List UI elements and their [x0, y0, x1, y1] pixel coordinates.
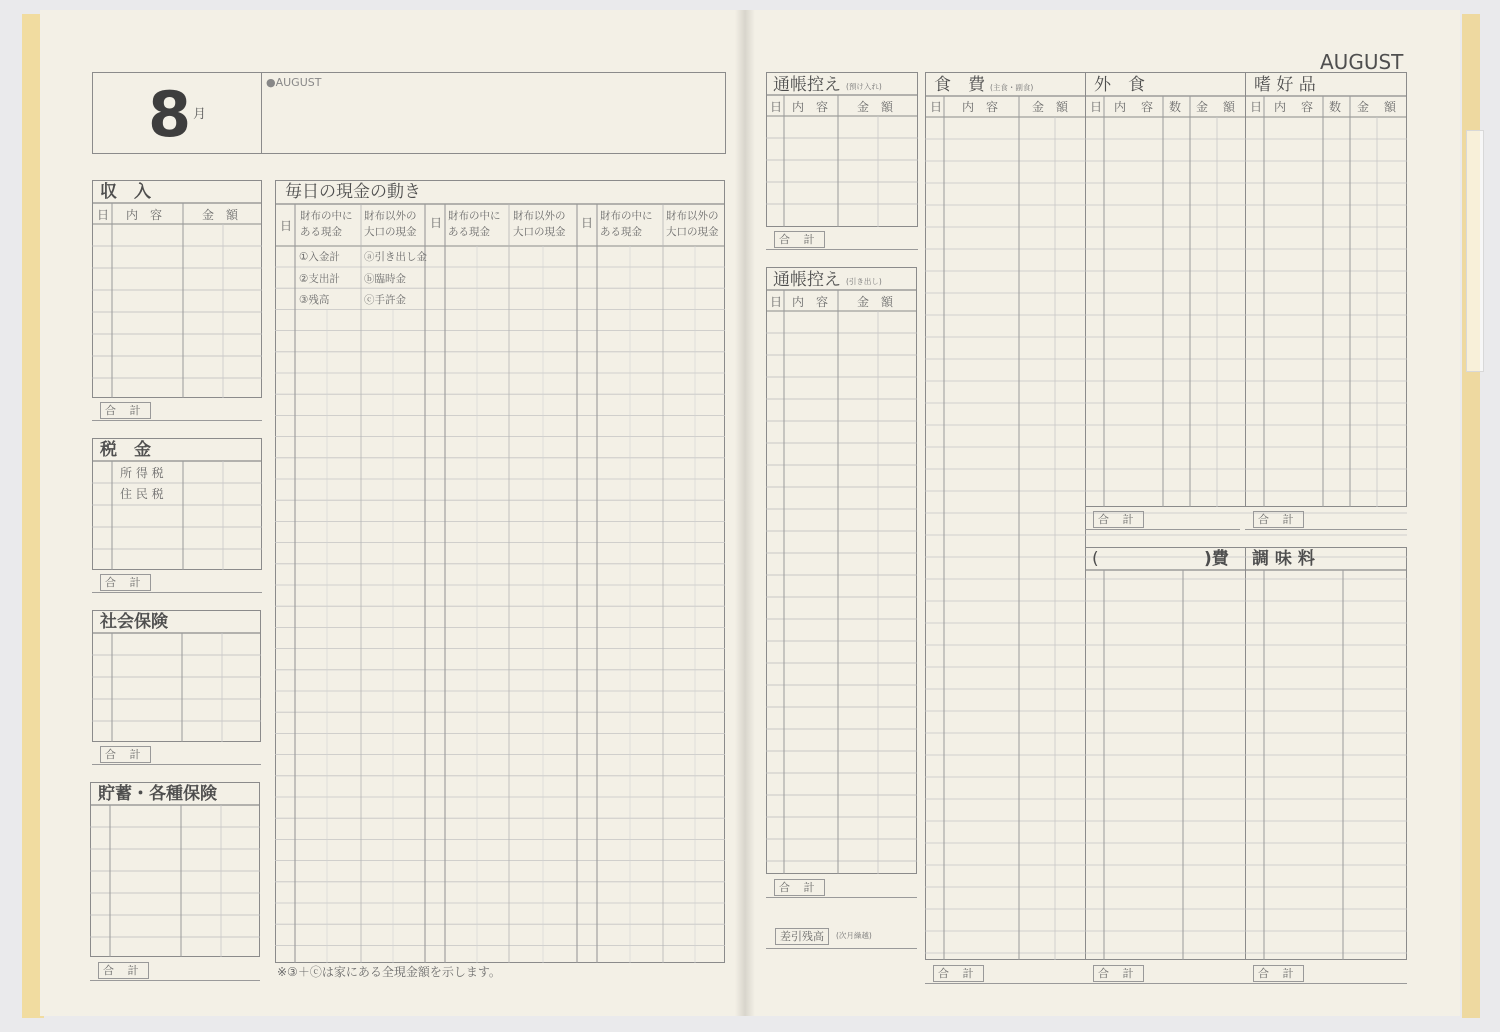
tax-grid: [92, 438, 262, 570]
seasoning-title: 調 味 料: [1252, 549, 1315, 569]
savings-grid: [90, 782, 260, 957]
eatout-total-rule: [1085, 529, 1240, 530]
luxury-col-content-2: 容: [1301, 100, 1314, 114]
seasoning-total-rule: [1245, 983, 1407, 984]
cash-day-1: 日: [280, 219, 293, 233]
savings-title: 貯蓄・各種保険: [98, 784, 217, 804]
month-header-divider: [261, 72, 262, 154]
cash-wallet-h2a: 財布の中に: [448, 210, 501, 222]
tax-total-label: 合 計: [100, 574, 151, 591]
luxury-col-amount-2: 額: [1384, 100, 1397, 114]
luxury-col-amount-1: 金: [1357, 100, 1370, 114]
eatout-col-amount-1: 金: [1196, 100, 1209, 114]
cash-other-h2a: 財布以外の: [513, 210, 566, 222]
cash-title: 毎日の現金の動き: [285, 182, 421, 202]
income-col-day: 日: [97, 208, 110, 222]
custom-close-label: )費: [1204, 549, 1229, 569]
cash-wallet-h3b: ある現金: [600, 226, 642, 238]
luxury-total-rule: [1245, 529, 1407, 530]
book-gutter: [735, 10, 755, 1016]
social-title: 社会保険: [100, 612, 168, 632]
withdraw-col-content: 内 容: [792, 295, 829, 309]
month-label-left: ●AUGUST: [266, 76, 322, 89]
withdraw-col-day: 日: [770, 295, 783, 309]
cash-day-2: 日: [430, 216, 443, 230]
food-col-amount: 金 額: [1032, 100, 1069, 114]
social-grid: [92, 610, 261, 742]
income-col-content: 内 容: [126, 208, 163, 222]
food-col-day: 日: [930, 100, 943, 114]
custom-total-rule: [1085, 983, 1246, 984]
cash-row-expense: ②支出計: [299, 273, 340, 285]
household-grid: [925, 72, 1407, 960]
food-total-rule: [925, 983, 1086, 984]
eatout-col-content-1: 内: [1114, 100, 1127, 114]
social-total-rule: [92, 764, 261, 765]
income-total-label: 合 計: [100, 402, 151, 419]
food-title: 食 費: [934, 75, 985, 95]
withdraw-col-amount: 金 額: [857, 295, 894, 309]
cash-wallet-h3a: 財布の中に: [600, 210, 653, 222]
bookmark-strip: [1466, 130, 1484, 372]
withdraw-total-label: 合 計: [774, 879, 825, 896]
savings-total-rule: [90, 980, 260, 981]
withdraw-title: 通帳控え: [773, 270, 841, 290]
cash-day-3: 日: [581, 216, 594, 230]
luxury-col-qty: 数: [1329, 100, 1342, 114]
cash-other-h2b: 大口の現金: [513, 226, 566, 238]
eatout-col-qty: 数: [1169, 100, 1182, 114]
eatout-title: 外 食: [1094, 75, 1145, 95]
month-unit: 月: [193, 107, 207, 122]
withdraw-subtitle: (引き出し): [846, 277, 882, 286]
luxury-col-day: 日: [1250, 100, 1263, 114]
cash-other-h1a: 財布以外の: [364, 210, 417, 222]
balance-rule: [766, 948, 917, 949]
tax-item-resident: 住 民 税: [120, 487, 164, 501]
cash-row-balance: ③残高: [299, 294, 330, 306]
deposit-col-content: 内 容: [792, 100, 829, 114]
deposit-total-label: 合 計: [774, 231, 825, 248]
custom-open-paren: (: [1092, 549, 1099, 569]
tax-title: 税 金: [100, 440, 151, 460]
deposit-subtitle: (預け入れ): [846, 82, 882, 91]
cash-row-income: ①入金計: [299, 251, 340, 263]
food-total-label: 合 計: [933, 965, 984, 982]
eatout-col-day: 日: [1090, 100, 1103, 114]
cash-other-h1b: 大口の現金: [364, 226, 417, 238]
luxury-col-content-1: 内: [1274, 100, 1287, 114]
social-total-label: 合 計: [100, 746, 151, 763]
luxury-total-label: 合 計: [1253, 511, 1304, 528]
deposit-total-rule: [766, 249, 918, 250]
balance-label: 差引残高: [775, 928, 829, 945]
withdraw-grid: [766, 267, 917, 874]
tax-total-rule: [92, 592, 262, 593]
cash-note: ※③＋ⓒは家にある全現金額を示します。: [277, 965, 501, 979]
savings-total-label: 合 計: [98, 962, 149, 979]
cash-row-onhand: ⓒ手許金: [364, 294, 406, 306]
income-title: 収 入: [100, 182, 151, 202]
cash-other-h3b: 大口の現金: [666, 226, 719, 238]
cash-row-extra: ⓑ臨時金: [364, 273, 406, 285]
cash-wallet-h2b: ある現金: [448, 226, 490, 238]
deposit-col-amount: 金 額: [857, 100, 894, 114]
custom-total-label: 合 計: [1093, 965, 1144, 982]
deposit-title: 通帳控え: [773, 75, 841, 95]
withdraw-total-rule: [766, 897, 917, 898]
tax-item-income: 所 得 税: [120, 466, 164, 480]
cash-grid: [275, 180, 725, 963]
seasoning-total-label: 合 計: [1253, 965, 1304, 982]
luxury-title: 嗜 好 品: [1254, 75, 1316, 95]
eatout-total-label: 合 計: [1093, 511, 1144, 528]
cash-wallet-h1b: ある現金: [300, 226, 342, 238]
cash-other-h3a: 財布以外の: [666, 210, 719, 222]
deposit-col-day: 日: [770, 100, 783, 114]
month-number: 8: [148, 78, 192, 151]
eatout-col-amount-2: 額: [1223, 100, 1236, 114]
cash-row-withdrawal: ⓐ引き出し金: [364, 251, 427, 263]
food-subtitle: (主食・副食): [990, 83, 1034, 92]
food-col-content: 内 容: [962, 100, 999, 114]
eatout-col-content-2: 容: [1141, 100, 1154, 114]
deposit-grid: [766, 72, 918, 227]
balance-subtitle: (次月繰越): [836, 931, 872, 940]
income-col-amount: 金 額: [202, 208, 239, 222]
month-label-right: AUGUST: [1320, 50, 1404, 74]
cash-wallet-h1a: 財布の中に: [300, 210, 353, 222]
income-total-rule: [92, 420, 262, 421]
